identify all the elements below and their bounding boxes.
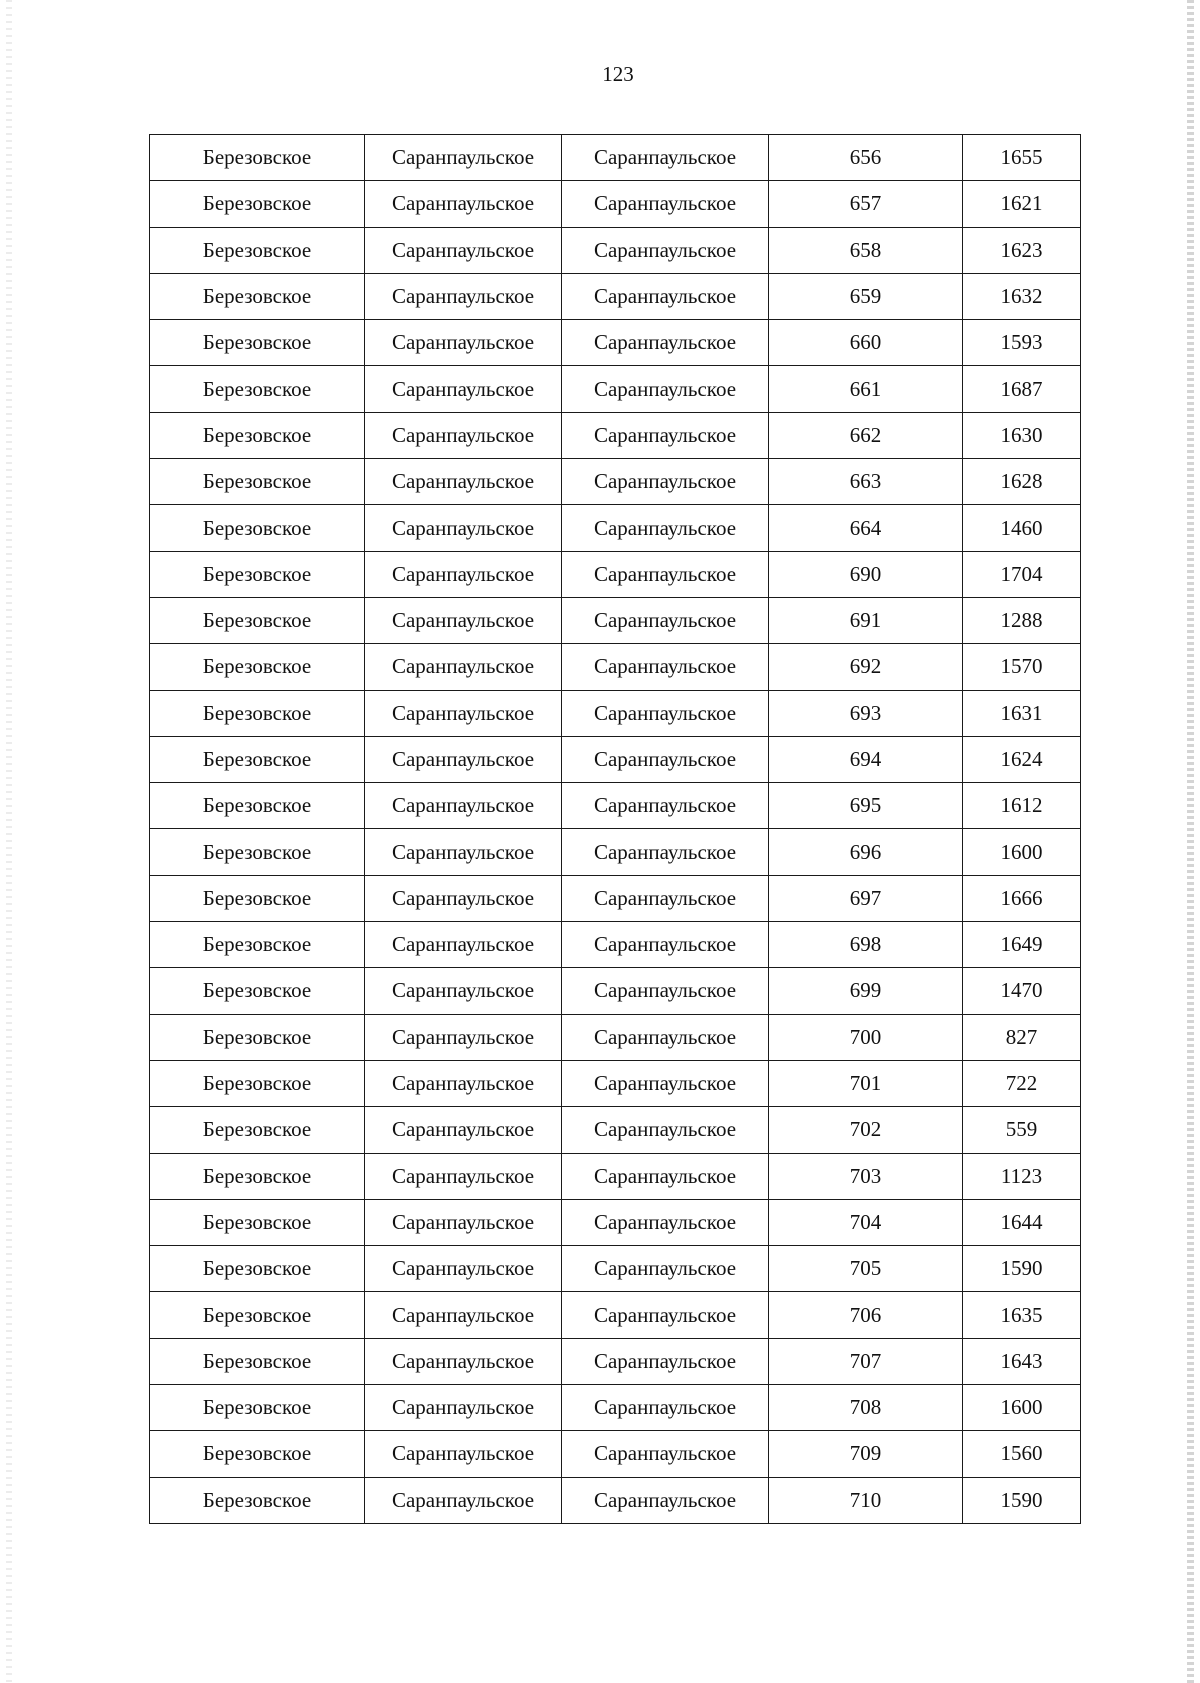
plot-number-cell: 656 <box>769 135 963 181</box>
locality-cell: Саранпаульское <box>562 1107 769 1153</box>
value-cell: 559 <box>963 1107 1081 1153</box>
district-cell: Березовское <box>150 551 365 597</box>
locality-cell: Саранпаульское <box>562 1060 769 1106</box>
locality-cell: Саранпаульское <box>562 320 769 366</box>
value-cell: 1590 <box>963 1246 1081 1292</box>
district-cell: Березовское <box>150 875 365 921</box>
plot-number-cell: 710 <box>769 1477 963 1523</box>
locality-cell: Саранпаульское <box>562 1014 769 1060</box>
locality-cell: Саранпаульское <box>562 968 769 1014</box>
plot-number-cell: 700 <box>769 1014 963 1060</box>
value-cell: 1600 <box>963 829 1081 875</box>
district-cell: Березовское <box>150 135 365 181</box>
value-cell: 827 <box>963 1014 1081 1060</box>
locality-cell: Саранпаульское <box>562 644 769 690</box>
locality-cell: Саранпаульское <box>562 135 769 181</box>
value-cell: 1643 <box>963 1338 1081 1384</box>
locality-cell: Саранпаульское <box>562 829 769 875</box>
table-row <box>150 1338 1081 1384</box>
plot-number-cell: 709 <box>769 1431 963 1477</box>
locality-cell: Саранпаульское <box>562 366 769 412</box>
settlement-cell: Саранпаульское <box>365 1107 562 1153</box>
value-cell: 1123 <box>963 1153 1081 1199</box>
table-body <box>150 135 1081 1524</box>
plot-number-cell: 691 <box>769 597 963 643</box>
district-cell: Березовское <box>150 644 365 690</box>
page-number: 123 <box>602 62 634 86</box>
settlement-cell: Саранпаульское <box>365 1477 562 1523</box>
settlement-cell: Саранпаульское <box>365 829 562 875</box>
plot-number-cell: 703 <box>769 1153 963 1199</box>
table-row <box>150 505 1081 551</box>
value-cell: 1704 <box>963 551 1081 597</box>
locality-cell: Саранпаульское <box>562 551 769 597</box>
settlement-cell: Саранпаульское <box>365 551 562 597</box>
value-cell: 1632 <box>963 273 1081 319</box>
locality-cell: Саранпаульское <box>562 1477 769 1523</box>
district-cell: Березовское <box>150 412 365 458</box>
value-cell: 1460 <box>963 505 1081 551</box>
table-row <box>150 366 1081 412</box>
table-row <box>150 1477 1081 1523</box>
locality-cell: Саранпаульское <box>562 1431 769 1477</box>
settlement-cell: Саранпаульское <box>365 366 562 412</box>
district-cell: Березовское <box>150 783 365 829</box>
settlement-cell: Саранпаульское <box>365 320 562 366</box>
district-cell: Березовское <box>150 1246 365 1292</box>
value-cell: 1621 <box>963 181 1081 227</box>
settlement-cell: Саранпаульское <box>365 783 562 829</box>
value-cell: 1635 <box>963 1292 1081 1338</box>
plot-number-cell: 660 <box>769 320 963 366</box>
table-row <box>150 273 1081 319</box>
settlement-cell: Саранпаульское <box>365 505 562 551</box>
table-row <box>150 690 1081 736</box>
plot-number-cell: 699 <box>769 968 963 1014</box>
scan-edge-right <box>1187 0 1194 1683</box>
settlement-cell: Саранпаульское <box>365 135 562 181</box>
value-cell: 1612 <box>963 783 1081 829</box>
settlement-cell: Саранпаульское <box>365 273 562 319</box>
plot-number-cell: 706 <box>769 1292 963 1338</box>
locality-cell: Саранпаульское <box>562 505 769 551</box>
district-cell: Березовское <box>150 227 365 273</box>
data-table <box>149 134 1081 1524</box>
locality-cell: Саранпаульское <box>562 783 769 829</box>
locality-cell: Саранпаульское <box>562 690 769 736</box>
plot-number-cell: 701 <box>769 1060 963 1106</box>
value-cell: 1623 <box>963 227 1081 273</box>
locality-cell: Саранпаульское <box>562 875 769 921</box>
settlement-cell: Саранпаульское <box>365 1199 562 1245</box>
locality-cell: Саранпаульское <box>562 1153 769 1199</box>
settlement-cell: Саранпаульское <box>365 736 562 782</box>
value-cell: 1570 <box>963 644 1081 690</box>
settlement-cell: Саранпаульское <box>365 597 562 643</box>
district-cell: Березовское <box>150 1477 365 1523</box>
plot-number-cell: 697 <box>769 875 963 921</box>
table-row <box>150 1199 1081 1245</box>
table-row <box>150 135 1081 181</box>
table-row <box>150 551 1081 597</box>
table-row <box>150 412 1081 458</box>
district-cell: Березовское <box>150 181 365 227</box>
district-cell: Березовское <box>150 1431 365 1477</box>
table-row <box>150 644 1081 690</box>
plot-number-cell: 702 <box>769 1107 963 1153</box>
value-cell: 1560 <box>963 1431 1081 1477</box>
plot-number-cell: 692 <box>769 644 963 690</box>
value-cell: 1644 <box>963 1199 1081 1245</box>
district-cell: Березовское <box>150 690 365 736</box>
settlement-cell: Саранпаульское <box>365 644 562 690</box>
value-cell: 1666 <box>963 875 1081 921</box>
district-cell: Березовское <box>150 1153 365 1199</box>
value-cell: 1687 <box>963 366 1081 412</box>
plot-number-cell: 659 <box>769 273 963 319</box>
plot-number-cell: 698 <box>769 922 963 968</box>
value-cell: 1655 <box>963 135 1081 181</box>
table-row <box>150 829 1081 875</box>
settlement-cell: Саранпаульское <box>365 1153 562 1199</box>
plot-number-cell: 696 <box>769 829 963 875</box>
district-cell: Березовское <box>150 736 365 782</box>
settlement-cell: Саранпаульское <box>365 459 562 505</box>
table-row <box>150 1107 1081 1153</box>
plot-number-cell: 661 <box>769 366 963 412</box>
district-cell: Березовское <box>150 1338 365 1384</box>
settlement-cell: Саранпаульское <box>365 1292 562 1338</box>
table-row <box>150 1431 1081 1477</box>
value-cell: 1628 <box>963 459 1081 505</box>
locality-cell: Саранпаульское <box>562 597 769 643</box>
locality-cell: Саранпаульское <box>562 1292 769 1338</box>
locality-cell: Саранпаульское <box>562 412 769 458</box>
plot-number-cell: 707 <box>769 1338 963 1384</box>
table-row <box>150 736 1081 782</box>
value-cell: 1630 <box>963 412 1081 458</box>
settlement-cell: Саранпаульское <box>365 1431 562 1477</box>
settlement-cell: Саранпаульское <box>365 1338 562 1384</box>
settlement-cell: Саранпаульское <box>365 690 562 736</box>
table-row <box>150 227 1081 273</box>
district-cell: Березовское <box>150 922 365 968</box>
locality-cell: Саранпаульское <box>562 1199 769 1245</box>
settlement-cell: Саранпаульское <box>365 227 562 273</box>
locality-cell: Саранпаульское <box>562 1385 769 1431</box>
settlement-cell: Саранпаульское <box>365 922 562 968</box>
settlement-cell: Саранпаульское <box>365 412 562 458</box>
plot-number-cell: 705 <box>769 1246 963 1292</box>
table-row <box>150 875 1081 921</box>
locality-cell: Саранпаульское <box>562 922 769 968</box>
settlement-cell: Саранпаульское <box>365 1385 562 1431</box>
value-cell: 1624 <box>963 736 1081 782</box>
value-cell: 1600 <box>963 1385 1081 1431</box>
plot-number-cell: 693 <box>769 690 963 736</box>
district-cell: Березовское <box>150 320 365 366</box>
value-cell: 1590 <box>963 1477 1081 1523</box>
value-cell: 722 <box>963 1060 1081 1106</box>
plot-number-cell: 708 <box>769 1385 963 1431</box>
plot-number-cell: 657 <box>769 181 963 227</box>
locality-cell: Саранпаульское <box>562 273 769 319</box>
district-cell: Березовское <box>150 505 365 551</box>
district-cell: Березовское <box>150 459 365 505</box>
settlement-cell: Саранпаульское <box>365 181 562 227</box>
table-row <box>150 968 1081 1014</box>
table-row <box>150 1014 1081 1060</box>
value-cell: 1470 <box>963 968 1081 1014</box>
locality-cell: Саранпаульское <box>562 736 769 782</box>
table-row <box>150 320 1081 366</box>
plot-number-cell: 704 <box>769 1199 963 1245</box>
plot-number-cell: 690 <box>769 551 963 597</box>
settlement-cell: Саранпаульское <box>365 875 562 921</box>
value-cell: 1649 <box>963 922 1081 968</box>
district-cell: Березовское <box>150 1060 365 1106</box>
settlement-cell: Саранпаульское <box>365 1060 562 1106</box>
plot-number-cell: 695 <box>769 783 963 829</box>
value-cell: 1593 <box>963 320 1081 366</box>
district-cell: Березовское <box>150 1107 365 1153</box>
table-row <box>150 1385 1081 1431</box>
district-cell: Березовское <box>150 968 365 1014</box>
district-cell: Березовское <box>150 1292 365 1338</box>
locality-cell: Саранпаульское <box>562 181 769 227</box>
plot-number-cell: 664 <box>769 505 963 551</box>
locality-cell: Саранпаульское <box>562 1246 769 1292</box>
plot-number-cell: 658 <box>769 227 963 273</box>
table-row <box>150 181 1081 227</box>
table-row <box>150 459 1081 505</box>
table-row <box>150 1153 1081 1199</box>
locality-cell: Саранпаульское <box>562 459 769 505</box>
table-row <box>150 1060 1081 1106</box>
district-cell: Березовское <box>150 1199 365 1245</box>
table-row <box>150 922 1081 968</box>
settlement-cell: Саранпаульское <box>365 1246 562 1292</box>
district-cell: Березовское <box>150 829 365 875</box>
locality-cell: Саранпаульское <box>562 227 769 273</box>
district-cell: Березовское <box>150 273 365 319</box>
scan-edge-left <box>6 0 12 1683</box>
plot-number-cell: 663 <box>769 459 963 505</box>
district-cell: Березовское <box>150 1385 365 1431</box>
table-row <box>150 1292 1081 1338</box>
district-cell: Березовское <box>150 1014 365 1060</box>
settlement-cell: Саранпаульское <box>365 968 562 1014</box>
settlement-cell: Саранпаульское <box>365 1014 562 1060</box>
district-cell: Березовское <box>150 597 365 643</box>
locality-cell: Саранпаульское <box>562 1338 769 1384</box>
plot-number-cell: 694 <box>769 736 963 782</box>
plot-number-cell: 662 <box>769 412 963 458</box>
table-row <box>150 1246 1081 1292</box>
table-row <box>150 783 1081 829</box>
district-cell: Березовское <box>150 366 365 412</box>
value-cell: 1631 <box>963 690 1081 736</box>
table-row <box>150 597 1081 643</box>
value-cell: 1288 <box>963 597 1081 643</box>
